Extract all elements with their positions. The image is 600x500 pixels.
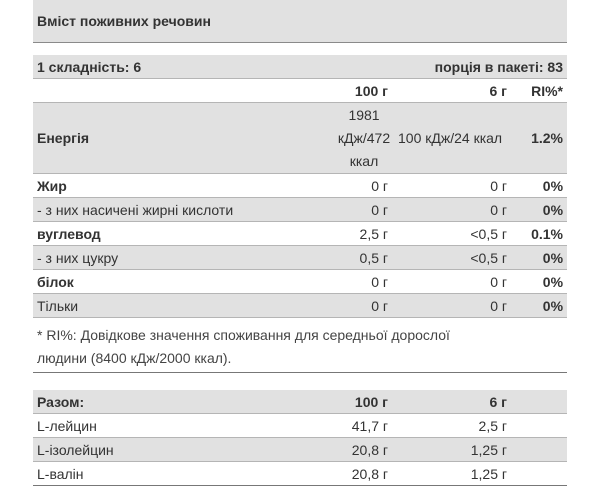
servings-per-pack: порція в пакеті: 83: [398, 55, 567, 79]
nutrient-portion: <0,5 г: [398, 246, 517, 270]
amino-empty: [517, 462, 567, 486]
amino-portion: 1,25 г: [398, 462, 517, 486]
amino-header-portion: 6 г: [398, 390, 517, 414]
amino-per100: 20,8 г: [270, 438, 398, 462]
amino-row: [33, 462, 567, 486]
nutrient-ri: 0%: [517, 246, 567, 270]
nutrient-portion: 0 г: [398, 270, 517, 294]
energy-ri: 1.2%: [517, 103, 567, 174]
amino-header-empty: [517, 390, 567, 414]
nutrient-per100: 0 г: [270, 270, 398, 294]
header-ri: RI%*: [517, 79, 567, 103]
header-empty: [33, 79, 270, 103]
amino-empty: [517, 414, 567, 438]
energy-per100-line: ккал: [349, 152, 379, 169]
energy-portion: 100 кДж/24 ккал: [398, 103, 517, 174]
amino-per100: 41,7 г: [270, 414, 398, 438]
nutrient-row: [33, 198, 567, 222]
nutrient-label: вуглевод: [33, 222, 270, 246]
nutrient-per100: 0 г: [270, 294, 398, 318]
nutrient-label: - з них насичені жирні кислоти: [33, 198, 270, 222]
nutrient-ri: 0%: [517, 294, 567, 318]
energy-per100-line: кДж/472: [337, 129, 391, 146]
panel-title: Вміст поживних речовин: [33, 0, 567, 43]
nutrient-row: [33, 294, 567, 318]
amino-row: [33, 438, 567, 462]
nutrition-table: [33, 55, 567, 318]
nutrition-header-row: [33, 79, 567, 103]
amino-label: L-ізолейцин: [33, 438, 270, 462]
footnote-line: * RI%: Довідкове значення споживання для середньої дорослої: [37, 327, 450, 343]
nutrient-per100: 0 г: [270, 174, 398, 198]
nutrient-portion: 0 г: [398, 294, 517, 318]
nutrient-label: Жир: [33, 174, 270, 198]
nutrient-portion: 0 г: [398, 174, 517, 198]
nutrient-row: [33, 270, 567, 294]
energy-row: [33, 103, 567, 174]
ri-footnote: [33, 318, 567, 373]
amino-row: [33, 414, 567, 438]
amino-table: [33, 390, 567, 486]
nutrient-portion: <0,5 г: [398, 222, 517, 246]
energy-per100-line: 1981: [348, 106, 380, 123]
spacer: [33, 373, 567, 390]
amino-label: L-лейцин: [33, 414, 270, 438]
nutrient-ri: 0%: [517, 174, 567, 198]
nutrient-row: [33, 246, 567, 270]
nutrient-per100: 0,5 г: [270, 246, 398, 270]
amino-portion: 1,25 г: [398, 438, 517, 462]
amino-header-per100: 100 г: [270, 390, 398, 414]
nutrient-ri: 0%: [517, 270, 567, 294]
nutrient-ri: 0.1%: [517, 222, 567, 246]
amino-per100: 20,8 г: [270, 462, 398, 486]
header-per100: 100 г: [270, 79, 398, 103]
nutrient-row: [33, 174, 567, 198]
header-portion: 6 г: [398, 79, 517, 103]
serving-size: 1 складність: 6: [33, 55, 398, 79]
footnote-line: людини (8400 кДж/2000 ккал).: [37, 350, 232, 366]
serving-row: [33, 55, 567, 79]
nutrition-panel: [33, 0, 567, 486]
spacer: [33, 43, 567, 55]
amino-header-label: Разом:: [33, 390, 270, 414]
nutrient-row: [33, 222, 567, 246]
nutrient-label: Тільки: [33, 294, 270, 318]
nutrient-label: білок: [33, 270, 270, 294]
energy-label: Енергія: [33, 103, 270, 174]
amino-label: L-валін: [33, 462, 270, 486]
amino-header-row: [33, 390, 567, 414]
amino-portion: 2,5 г: [398, 414, 517, 438]
nutrient-ri: 0%: [517, 198, 567, 222]
amino-empty: [517, 438, 567, 462]
nutrient-label: - з них цукру: [33, 246, 270, 270]
nutrient-per100: 2,5 г: [270, 222, 398, 246]
nutrient-per100: 0 г: [270, 198, 398, 222]
nutrient-portion: 0 г: [398, 198, 517, 222]
energy-per100: [270, 103, 398, 174]
